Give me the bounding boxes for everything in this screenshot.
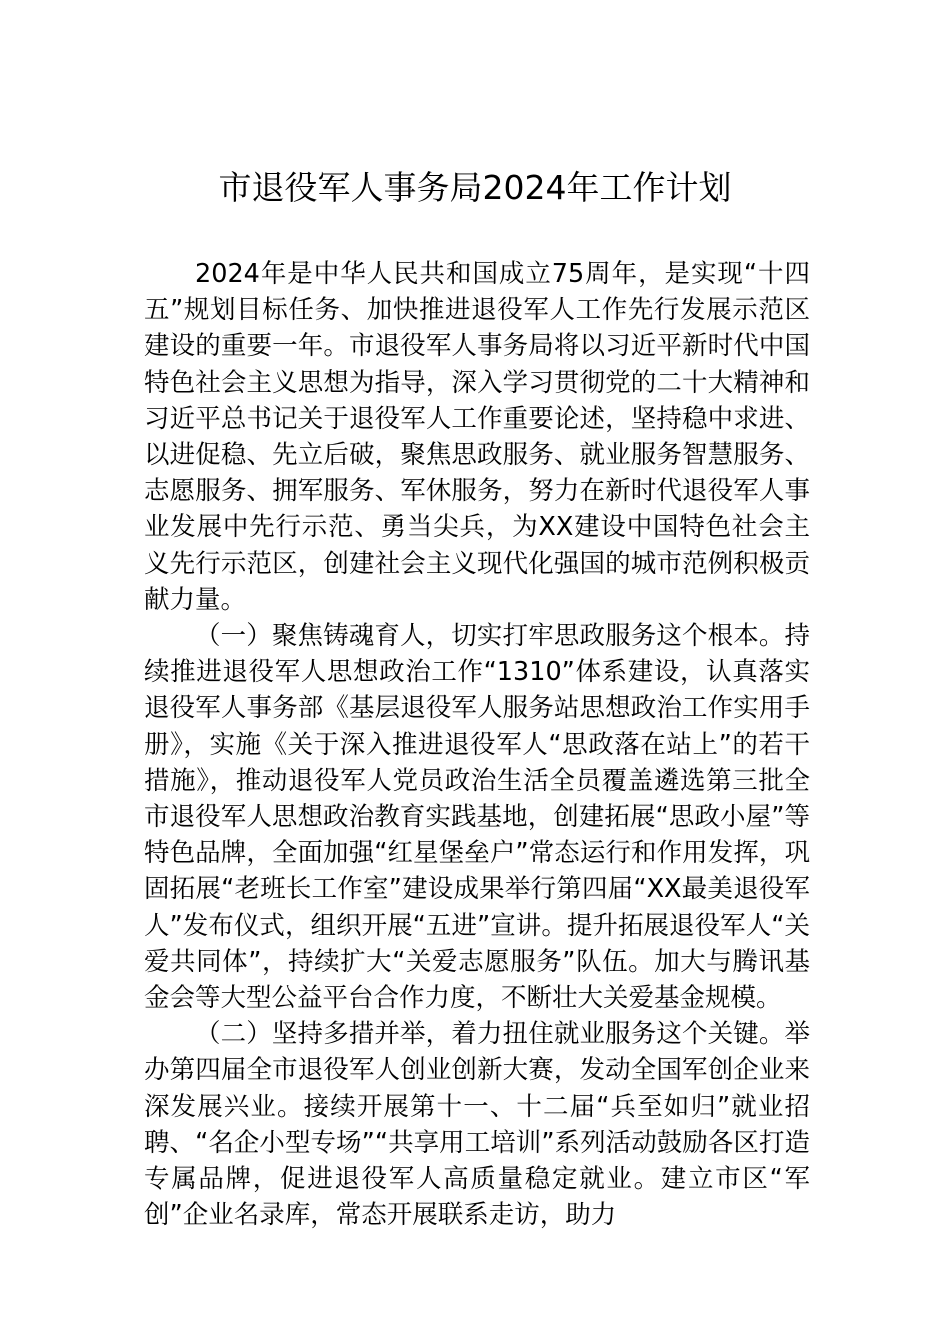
- document-body: [144, 256, 810, 1233]
- paragraph-section-2: （二）坚持多措并举，着力扭住就业服务这个关键。举办第四届全市退役军人创业创新大赛，发动全国军创企业来深发展兴业。接续开展第十一、十二届“兵至如归”就业招聘、“名企小型专场”“共享用工培训”系列活动鼓励各区打造专属品牌，促进退役军人高质量稳定就业。建立市区“军创”企业名录库，常态开展联系走访，助力: [144, 1019, 810, 1231]
- document-title: 市退役军人事务局2024年工作计划: [218, 168, 732, 207]
- paragraph-section-1: （一）聚焦铸魂育人，切实打牢思政服务这个根本。持续推进退役军人思想政治工作“1310”体系建设，认真落实退役军人事务部《基层退役军人服务站思想政治工作实用手册》，实施《关于深入推进退役军人“思政落在站上”的若干措施》，推动退役军人党员政治生活全员覆盖遴选第三批全市退役军人思想政治教育实践基地，创建拓展“思政小屋”等特色品牌，全面加强“红星堡垒户”常态运行和作用发挥，巩固拓展“老班长工作室”建设成果举行第四届“XX最美退役军人”发布仪式，组织开展“五进”宣讲。提升拓展退役军人“关爱共同体”，持续扩大“关爱志愿服务”队伍。加大与腾讯基金会等大型公益平台合作力度，不断壮大关爱基金规模。: [144, 621, 810, 1014]
- paragraph-intro: 2024年是中华人民共和国成立75周年，是实现“十四五”规划目标任务、加快推进退役军人工作先行发展示范区建设的重要一年。市退役军人事务局将以习近平新时代中国特色社会主义思想为指导，深入学习贯彻党的二十大精神和习近平总书记关于退役军人工作重要论述，坚持稳中求进、以进促稳、先立后破，聚焦思政服务、就业服务智慧服务、志愿服务、拥军服务、军休服务，努力在新时代退役军人事业发展中先行示范、勇当尖兵，为XX建设中国特色社会主义先行示范区，创建社会主义现代化强国的城市范例积极贡献力量。: [144, 259, 810, 615]
